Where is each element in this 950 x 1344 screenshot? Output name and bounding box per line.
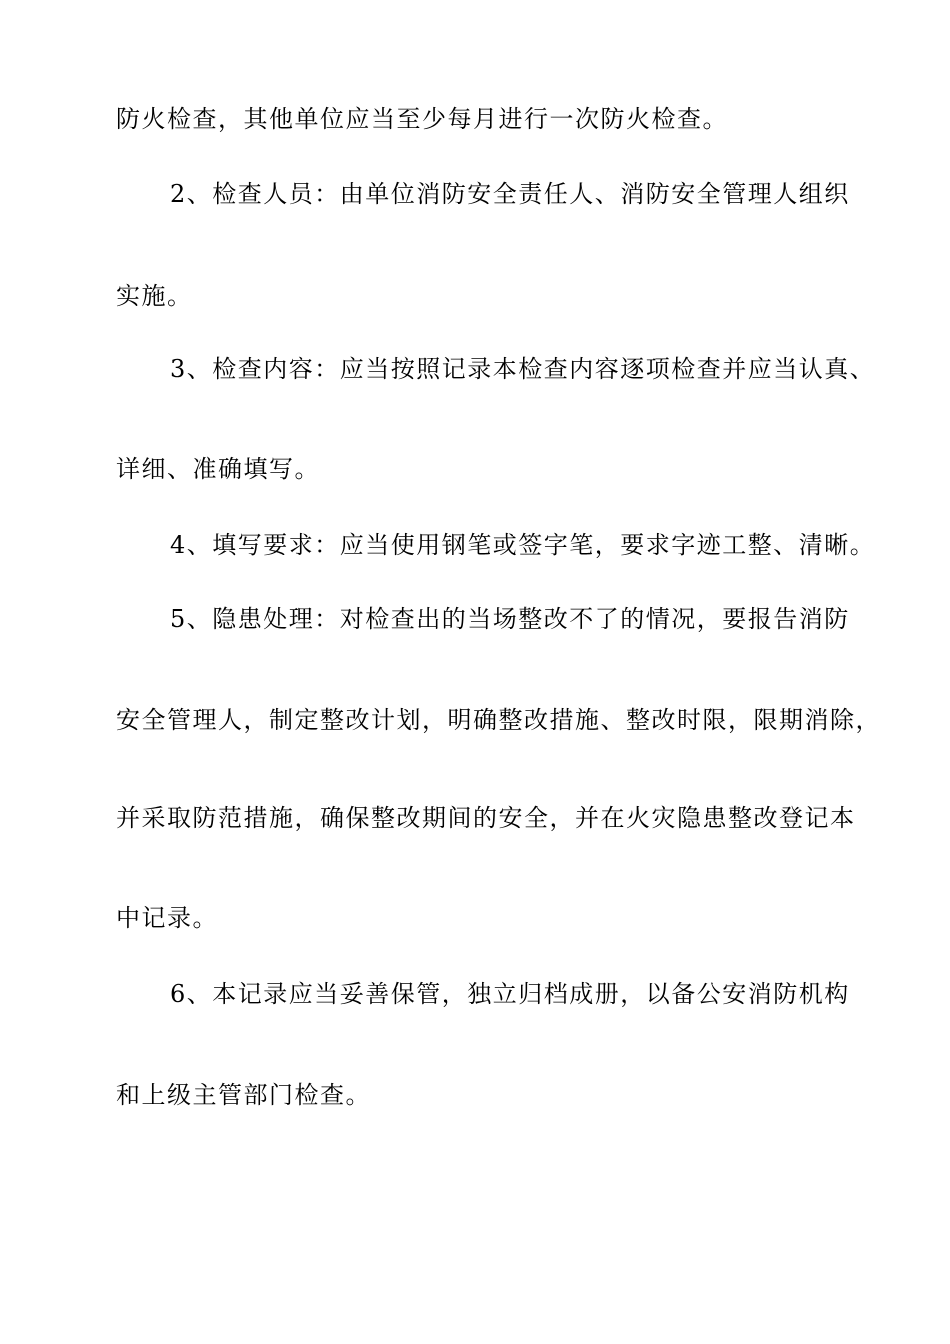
- text-line-3: 实施。: [116, 282, 193, 310]
- text-line-8: 安全管理人，制定整改计划，明确整改措施、整改时限，限期消除，: [116, 706, 881, 734]
- text-line-11: 6、本记录应当妥善保管，独立归档成册，以备公安消防机构: [170, 980, 850, 1008]
- text-line-6: 4、填写要求：应当使用钢笔或签字笔，要求字迹工整、清晰。: [170, 531, 876, 559]
- text-line-9: 并采取防范措施，确保整改期间的安全，并在火灾隐患整改登记本: [116, 804, 856, 832]
- text-line-10: 中记录。: [116, 904, 218, 932]
- text-line-1: 防火检查，其他单位应当至少每月进行一次防火检查。: [116, 105, 728, 133]
- text-line-12: 和上级主管部门检查。: [116, 1081, 371, 1109]
- text-line-7: 5、隐患处理：对检查出的当场整改不了的情况，要报告消防: [170, 605, 850, 633]
- text-line-4: 3、检查内容：应当按照记录本检查内容逐项检查并应当认真、: [170, 355, 876, 383]
- text-line-5: 详细、准确填写。: [116, 455, 320, 483]
- text-line-2: 2、检查人员：由单位消防安全责任人、消防安全管理人组织: [170, 180, 850, 208]
